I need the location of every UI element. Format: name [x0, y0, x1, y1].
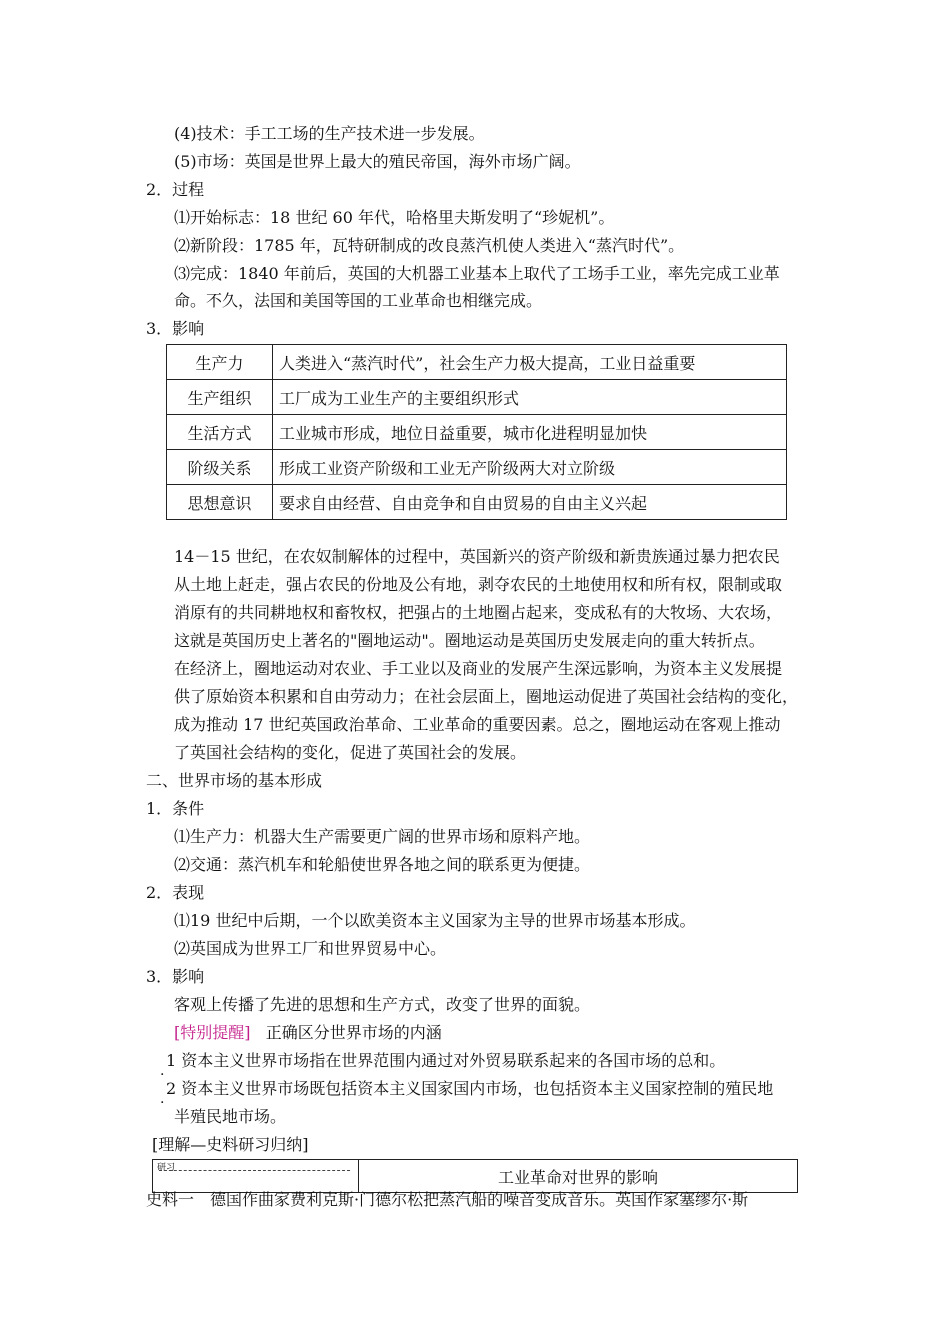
tip-line — [174, 1022, 442, 1044]
impact-key: 阶级关系 — [167, 450, 273, 485]
performance-item: ⑴19 世纪中后期，一个以欧美资本主义国家为主导的世界市场基本形成。 — [174, 911, 696, 930]
performance-heading: 2．表现 — [146, 883, 205, 902]
impact-heading-2: 3．影响 — [146, 967, 205, 986]
impact-value: 工厂成为工业生产的主要组织形式 — [273, 380, 787, 415]
impact-key: 生活方式 — [167, 415, 273, 450]
tip-item-number: . 2 — [160, 1079, 177, 1107]
impact-text: 客观上传播了先进的思想和生产方式，改变了世界的面貌。 — [174, 995, 591, 1014]
impact-heading: 3．影响 — [146, 319, 205, 338]
paragraph-line: 消原有的共同耕地权和畜牧权，把强占的土地圈占起来，变成私有的大牧场、大农场， — [174, 603, 783, 622]
tip-item-text: 资本主义世界市场既包括资本主义国家国内市场，也包括资本主义国家控制的殖民地 — [181, 1079, 774, 1098]
section-heading: 二、世界市场的基本形成 — [146, 771, 323, 790]
process-item: ⑴开始标志：18 世纪 60 年代，哈格里夫斯发明了“珍妮机”。 — [174, 208, 615, 227]
study-title: 工业革命对世界的影响 — [359, 1160, 798, 1193]
study-tag — [153, 1160, 359, 1193]
table-row — [167, 485, 787, 520]
tip-title: 正确区分世界市场的内涵 — [265, 1023, 442, 1042]
condition-heading: 1．条件 — [146, 799, 205, 818]
tip-item-cont: 半殖民地市场。 — [174, 1107, 287, 1126]
tip-item-number: . 1 — [160, 1051, 177, 1079]
process-heading: 2．过程 — [146, 180, 205, 199]
study-heading: [理解—史料研习归纳] — [152, 1135, 309, 1154]
impact-table — [166, 344, 787, 520]
impact-value: 形成工业资产阶级和工业无产阶级两大对立阶级 — [273, 450, 787, 485]
table-row — [167, 345, 787, 380]
paragraph-line: 这就是英国历史上著名的"圈地运动"。圈地运动是英国历史发展走向的重大转折点。 — [174, 631, 765, 650]
paragraph-line: 供了原始资本积累和自由劳动力；在社会层面上，圈地运动促进了英国社会结构的变化， — [174, 687, 799, 706]
process-item: ⑶完成：1840 年前后，英国的大机器工业基本上取代了工场手工业，率先完成工业革 — [174, 264, 780, 283]
process-item: ⑵新阶段：1785 年，瓦特研制成的改良蒸汽机使人类进入“蒸汽时代”。 — [174, 236, 685, 255]
impact-key: 思想意识 — [167, 485, 273, 520]
source-line: 史料一 德国作曲家费利克斯·门德尔松把蒸汽船的噪音变成音乐。英国作家塞缪尔·斯 — [146, 1190, 749, 1209]
paragraph-line: 了英国社会结构的变化，促进了英国社会的发展。 — [174, 743, 527, 762]
paragraph-line: 在经济上，圈地运动对农业、手工业以及商业的发展产生深远影响，为资本主义发展提 — [174, 659, 783, 678]
table-row — [167, 450, 787, 485]
impact-key: 生产力 — [167, 345, 273, 380]
performance-item: ⑵英国成为世界工厂和世界贸易中心。 — [174, 939, 447, 958]
table-row — [167, 415, 787, 450]
impact-value: 人类进入“蒸汽时代”，社会生产力极大提高，工业日益重要 — [273, 345, 787, 380]
tip-label: [特别提醒] — [174, 1023, 251, 1042]
condition-item: ⑴生产力：机器大生产需要更广阔的世界市场和原料产地。 — [174, 827, 591, 846]
tip-item — [160, 1078, 774, 1107]
condition-market: (5)市场：英国是世界上最大的殖民帝国，海外市场广阔。 — [174, 152, 581, 171]
tip-item-text: 资本主义世界市场指在世界范围内通过对外贸易联系起来的各国市场的总和。 — [181, 1051, 726, 1070]
impact-value: 工业城市形成，地位日益重要，城市化进程明显加快 — [273, 415, 787, 450]
process-item-cont: 命。不久，法国和美国等国的工业革命也相继完成。 — [174, 291, 543, 310]
study-tag-label: 研习 — [157, 1163, 176, 1173]
table-row — [167, 380, 787, 415]
dashed-divider — [159, 1170, 350, 1171]
paragraph-line: 成为推动 17 世纪英国政治革命、工业革命的重要因素。总之，圈地运动在客观上推动 — [174, 715, 781, 734]
impact-value: 要求自由经营、自由竞争和自由贸易的自由主义兴起 — [273, 485, 787, 520]
impact-key: 生产组织 — [167, 380, 273, 415]
tip-item — [160, 1050, 726, 1079]
paragraph-line: 从土地上赶走，强占农民的份地及公有地，剥夺农民的土地使用权和所有权，限制或取 — [174, 575, 783, 594]
condition-item: ⑵交通：蒸汽机车和轮船使世界各地之间的联系更为便捷。 — [174, 855, 591, 874]
paragraph-line: 14－15 世纪，在农奴制解体的过程中，英国新兴的资产阶级和新贵族通过暴力把农民 — [174, 547, 780, 566]
study-header-table — [152, 1159, 798, 1193]
condition-technology: (4)技术：手工工场的生产技术进一步发展。 — [174, 124, 485, 143]
table-row — [153, 1160, 798, 1193]
